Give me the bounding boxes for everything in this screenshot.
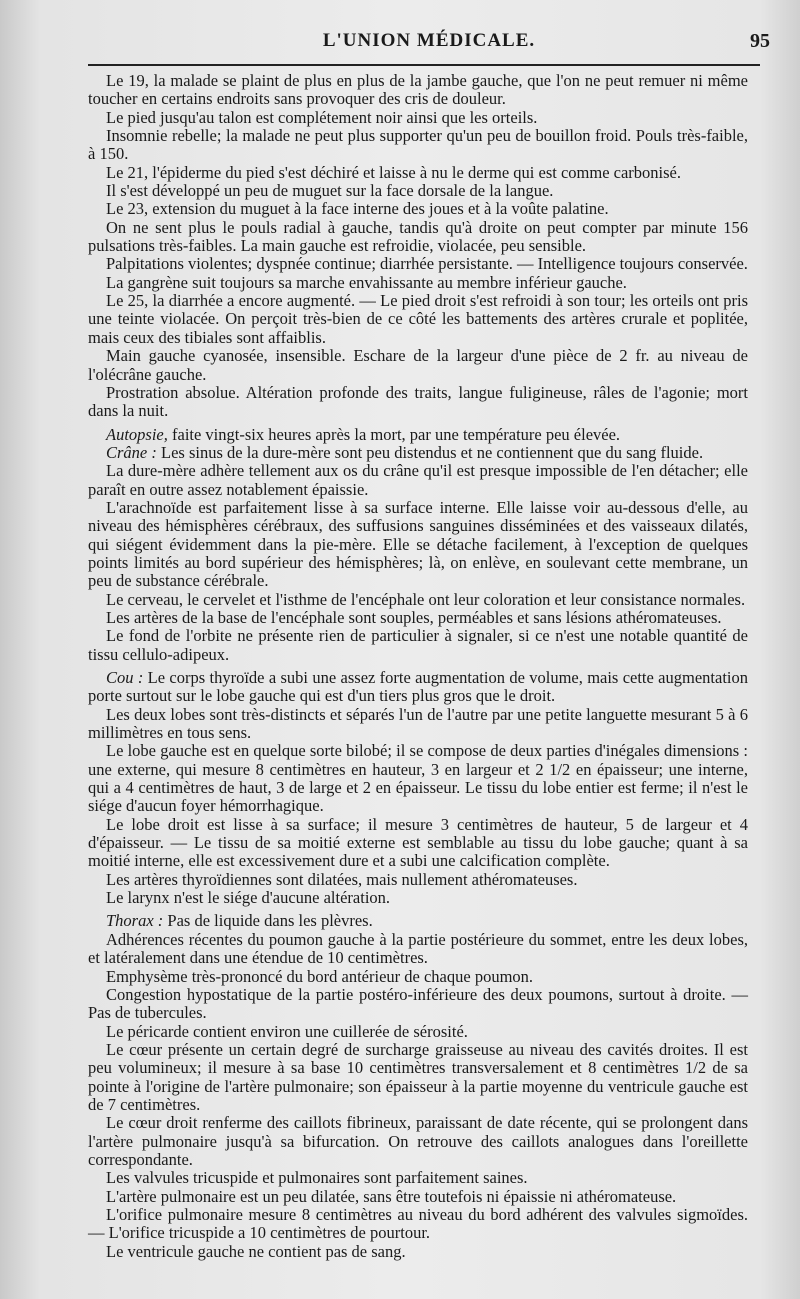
paragraph-text: Pas de liquide dans les plèvres.: [163, 911, 373, 931]
paragraph: [88, 347, 748, 384]
paragraph-text: Les artères de la base de l'encéphale sont souples, perméables et sans lésions athéromateuses.: [106, 607, 722, 627]
section-lead: Cou :: [106, 668, 144, 687]
paragraph-text: Le péricarde contient environ une cuillerée de sérosité.: [106, 1021, 468, 1041]
paragraph-text: L'arachnoïde est parfaitement lisse à sa surface interne. Elle laisse voir au-dessous d'elle, au niveau des hémisphères cérébraux, des suffusions sanguines disséminées et des vaisseaux dilatés, qui siégent évidemment dans la pie-mère. Elle se détache facilement, à l'exception de quelques points limités au bord supérieur des hémisphères; là, on enlève, en soulevant cette membrane, un peu de substance cérébrale.: [88, 497, 748, 591]
paragraph-text: Le ventricule gauche ne contient pas de sang.: [106, 1241, 406, 1261]
paragraph-text: Le cœur droit renferme des caillots fibrineux, paraissant de date récente, qui se prolongent dans l'artère pulmonaire jusqu'à sa bifurcation. On retrouve des caillots analogues dans l'oreillette correspondante.: [88, 1113, 748, 1169]
paragraph: [88, 986, 748, 1023]
paragraph: [88, 889, 748, 907]
paragraph-text: Le 21, l'épiderme du pied s'est déchiré et laisse à nu le derme qui est comme carbonisé.: [106, 162, 681, 182]
article-body: [88, 72, 748, 1261]
paragraph: [88, 1114, 748, 1169]
paragraph-text: Le cerveau, le cervelet et l'isthme de l'encéphale ont leur coloration et leur consistance normales.: [106, 589, 746, 609]
paragraph: [88, 1169, 748, 1187]
paragraph-text: Le larynx n'est le siége d'aucune altération.: [106, 888, 391, 908]
section-lead: Crâne :: [106, 442, 157, 462]
paragraph-text: Le cœur présente un certain degré de surcharge graisseuse au niveau des cavités droites. Il est peu volumineux; il mesure à sa base 10 centimètres transversalement et 8 centimètres 1/2 de sa pointe à l'origine de l'artère pulmonaire; son épaisseur à la partie moyenne du ventricule gauche est de 7 centimètres.: [88, 1039, 748, 1114]
paragraph: [88, 200, 748, 218]
paragraph: [88, 72, 748, 109]
paragraph: [88, 1206, 748, 1243]
paragraph-text: Les artères thyroïdiennes sont dilatées, mais nullement athéromateuses.: [106, 869, 578, 889]
paragraph: [88, 871, 748, 889]
paragraph-text: Les sinus de la dure-mère sont peu distendus et ne contiennent que du sang fluide.: [156, 442, 704, 462]
paragraph-text: La gangrène suit toujours sa marche envahissante au membre inférieur gauche.: [106, 272, 627, 292]
paragraph-text: La dure-mère adhère tellement aux os du crâne qu'il est presque impossible de l'en détacher; elle paraît en outre assez notablement épaissie.: [88, 461, 748, 499]
paragraph-text: Le corps thyroïde a subi une assez forte augmentation de volume, mais cette augmentation porte surtout sur le lobe gauche qui est d'un tiers plus gros que le droit.: [88, 668, 748, 706]
paragraph-text: L'artère pulmonaire est un peu dilatée, sans être toutefois ni épaissie ni athéromateuse.: [106, 1186, 677, 1206]
paragraph: [88, 444, 748, 462]
paragraph: [88, 109, 748, 127]
paragraph: [88, 931, 748, 968]
paragraph: [88, 1023, 748, 1041]
paragraph-text: Emphysème très-prononcé du bord antérieur de chaque poumon.: [106, 966, 534, 986]
paragraph-text: Il s'est développé un peu de muguet sur la face dorsale de la langue.: [106, 181, 554, 201]
paragraph-text: Le 23, extension du muguet à la face interne des joues et à la voûte palatine.: [106, 199, 609, 219]
paragraph-text: Le fond de l'orbite ne présente rien de particulier à signaler, si ce n'est une notable quantité de tissu cellulo-adipeux.: [88, 626, 748, 664]
paragraph: [88, 499, 748, 591]
paragraph: [88, 591, 748, 609]
section-lead: Thorax :: [106, 911, 164, 931]
paragraph-text: Le 25, la diarrhée a encore augmenté. — Le pied droit s'est refroidi à son tour; les orteils ont pris une teinte violacée. On perçoit très-bien de ce côté les battements des artères crurale et poplitée, mais ceux des tibiales sont affaiblis.: [88, 291, 748, 347]
paragraph-text: Les deux lobes sont très-distincts et séparés l'un de l'autre par une petite languette mesurant 5 à 6 millimètres en tous sens.: [88, 704, 748, 743]
paragraph: [88, 706, 748, 743]
paragraph: [88, 968, 748, 986]
paragraph-text: Adhérences récentes du poumon gauche à la partie postérieure du sommet, entre les deux lobes, et latéralement dans une étendue de 10 centimètres.: [88, 929, 748, 968]
page-header: [88, 30, 770, 58]
paragraph-text: Le lobe droit est lisse à sa surface; il mesure 3 centimètres de hauteur, 5 de largeur et 4 d'épaisseur. — Le tissu de sa moitié externe est semblable au tissu du lobe gauche; quant à sa moitié interne, elle est excessivement dure et a subi une calcification complète.: [88, 814, 748, 871]
paragraph: [88, 274, 748, 292]
paragraph-text: Main gauche cyanosée, insensible. Eschare de la largeur d'une pièce de 2 fr. au niveau de l'olécrâne gauche.: [88, 346, 748, 384]
paragraph: [88, 1188, 748, 1206]
paragraph: [88, 1243, 748, 1261]
paragraph: [88, 669, 748, 706]
paragraph: [88, 182, 748, 200]
paragraph: [88, 609, 748, 627]
paragraph: [88, 742, 748, 815]
paragraph-text: faite vingt-six heures après la mort, par une température peu élevée.: [167, 424, 621, 444]
paragraph: [88, 384, 748, 421]
running-title: L'UNION MÉDICALE.: [322, 30, 536, 51]
paragraph: [88, 426, 748, 444]
paragraph: [88, 219, 748, 256]
paragraph-text: Congestion hypostatique de la partie postéro-inférieure des deux poumons, surtout à droite. — Pas de tubercules.: [88, 984, 748, 1023]
paragraph: [88, 255, 748, 273]
paragraph-text: Prostration absolue. Altération profonde des traits, langue fuligineuse, râles de l'agonie; mort dans la nuit.: [88, 382, 748, 421]
paragraph-text: Insomnie rebelle; la malade ne peut plus supporter qu'un peu de bouillon froid. Pouls très-faible, à 150.: [88, 126, 748, 164]
paragraph: [88, 127, 748, 164]
paragraph: [88, 912, 748, 930]
paragraph-text: On ne sent plus le pouls radial à gauche, tandis qu'à droite on peut compter par minute 156 pulsations très-faibles. La main gauche est refroidie, violacée, peu sensible.: [88, 217, 748, 256]
paragraph: [88, 292, 748, 347]
page-number: 95: [750, 30, 770, 52]
paragraph-text: Le lobe gauche est en quelque sorte bilobé; il se compose de deux parties d'inégales dimensions : une externe, qui mesure 8 centimètres en hauteur, 3 en largeur et 2 1/2 en épaisseur; une interne, qui a 4 centimètres de haut, 3 de large et 2 en épaisseur. Le tissu du lobe entier est ferme; il n'est le siége d'aucun foyer hémorrhagique.: [88, 741, 748, 816]
paragraph: [88, 816, 748, 871]
paragraph: [88, 462, 748, 499]
paragraph: [88, 627, 748, 664]
paragraph-text: Les valvules tricuspide et pulmonaires sont parfaitement saines.: [106, 1168, 528, 1188]
paragraph-text: Palpitations violentes; dyspnée continue; diarrhée persistante. — Intelligence toujours conservée.: [106, 254, 748, 274]
paragraph: [88, 1041, 748, 1114]
section-lead: Autopsie,: [106, 424, 168, 444]
paragraph-text: L'orifice pulmonaire mesure 8 centimètres au niveau du bord adhérent des valvules sigmoïdes. — L'orifice tricuspide a 10 centimètres de pourtour.: [88, 1204, 748, 1243]
paragraph-text: Le 19, la malade se plaint de plus en plus de la jambe gauche, que l'on ne peut remuer ni même toucher en certains endroits sans provoquer des cris de douleur.: [88, 71, 748, 109]
paragraph-text: Le pied jusqu'au talon est complétement noir ainsi que les orteils.: [106, 107, 538, 127]
paragraph: [88, 164, 748, 182]
header-rule: [88, 64, 760, 66]
